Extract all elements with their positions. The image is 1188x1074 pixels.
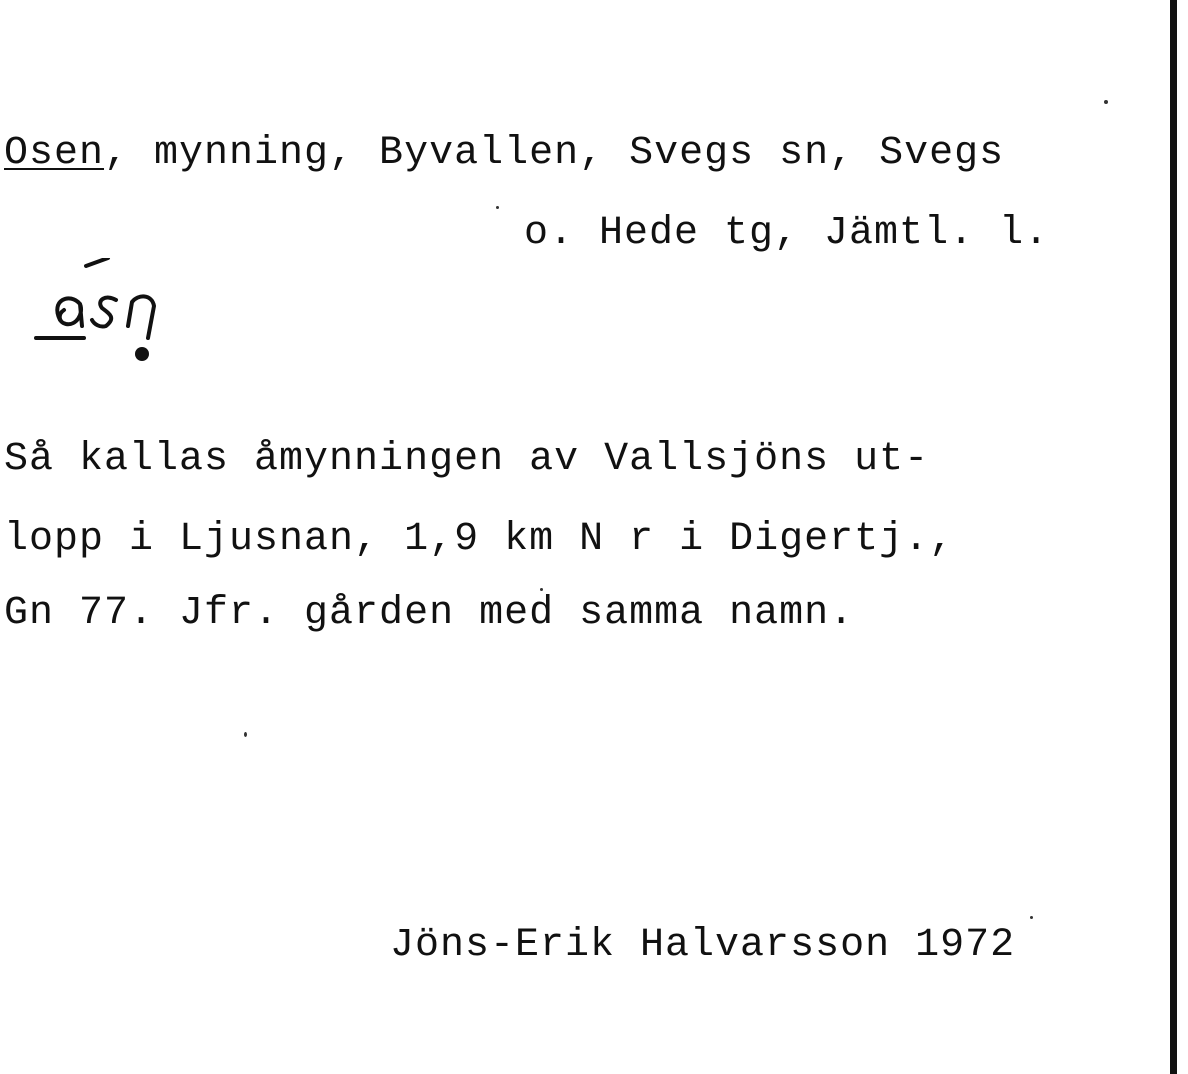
heading-location: , mynning, Byvallen, Svegs sn, Svegs (104, 131, 1005, 176)
scan-speck (540, 588, 543, 591)
scan-speck (244, 732, 247, 737)
heading-line-1 (4, 130, 1004, 178)
signature: Jöns-Erik Halvarsson 1972 (390, 923, 1016, 968)
headword: Osen (4, 131, 105, 176)
body-line-2: lopp i Ljusnan, 1,9 km N r i Digertj., (4, 517, 955, 562)
body-line-1: Så kallas åmynningen av Vallsjöns ut- (4, 437, 930, 482)
scan-speck (1030, 916, 1033, 919)
card-edge-border (1170, 0, 1177, 1074)
heading-line-2: o. Hede tg, Jämtl. l. (524, 211, 1050, 256)
handwritten-pronunciation (20, 258, 190, 378)
body-line-3: Gn 77. Jfr. gården med samma namn. (4, 591, 855, 636)
scan-speck (1104, 100, 1108, 104)
scan-speck (496, 206, 499, 209)
